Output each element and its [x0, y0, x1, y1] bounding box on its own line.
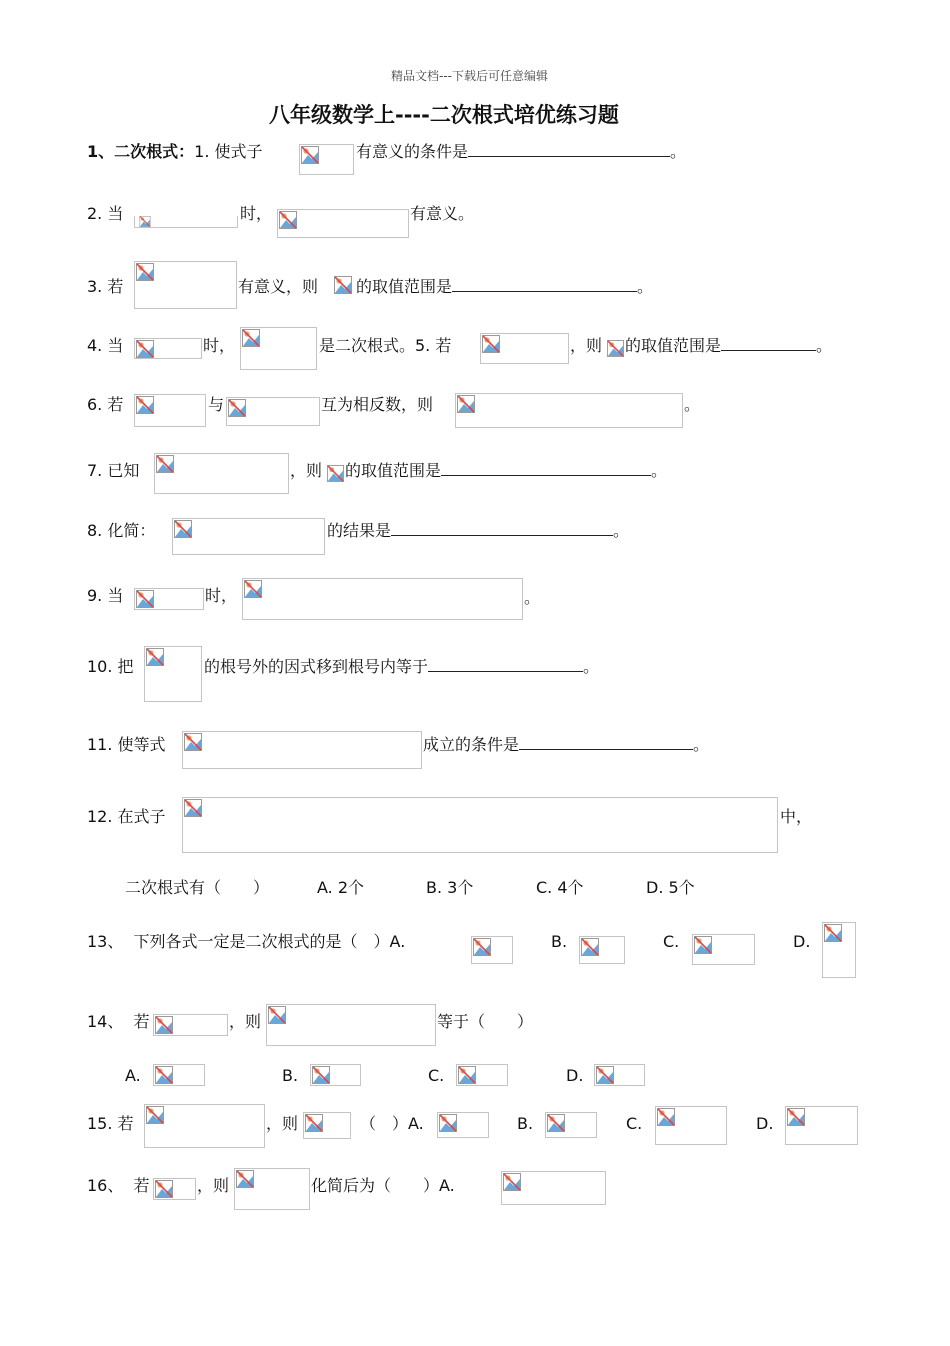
broken-image-icon [174, 520, 192, 538]
formula-image [334, 276, 354, 296]
q14-option-c: C. [428, 1066, 445, 1085]
broken-image-icon [244, 580, 262, 598]
q12-text-b: 中， [780, 807, 813, 826]
broken-image-icon [301, 146, 319, 164]
answer-blank [468, 142, 670, 157]
formula-image [579, 936, 625, 964]
formula-image [822, 922, 856, 978]
formula-image [172, 518, 325, 555]
broken-image-icon [657, 1108, 675, 1126]
answer-blank [441, 461, 651, 476]
q12-option-b: B. 3个 [426, 878, 474, 897]
question-15: 15. 若 [87, 1114, 134, 1133]
q16-text-b: ，则 [197, 1176, 230, 1195]
formula-image [471, 936, 513, 964]
answer-blank [428, 657, 583, 672]
formula-image [134, 394, 206, 427]
broken-image-icon [136, 263, 154, 281]
broken-image-icon [242, 329, 260, 347]
q14-text-c: 等于（ ） [437, 1012, 534, 1031]
formula-image [456, 1064, 508, 1086]
q6-text-c: 互为相反数，则 [321, 395, 434, 414]
broken-image-icon [136, 590, 154, 608]
q10-rest: 的根号外的因式移到根号内等于 。 [204, 657, 600, 676]
broken-image-icon [279, 211, 297, 229]
question-14: 14、 若 [87, 1012, 150, 1031]
broken-image-icon [146, 648, 164, 666]
formula-image [594, 1064, 645, 1086]
formula-image [234, 1168, 310, 1210]
formula-image [327, 465, 345, 483]
broken-image-icon [503, 1173, 521, 1191]
formula-image [240, 327, 317, 370]
q4-text-c: 是二次根式。5. 若 [319, 336, 452, 355]
question-8: 8. 化简： [87, 521, 156, 540]
q1-text: 1. 使式子 [194, 142, 263, 161]
broken-image-icon [439, 1114, 457, 1132]
formula-image [182, 797, 778, 853]
broken-image-icon [482, 335, 500, 353]
section-label: 1、二次根式： [87, 142, 195, 161]
formula-image [266, 1004, 436, 1046]
formula-image [455, 393, 683, 428]
broken-image-icon [184, 799, 202, 817]
question-10: 10. 把 [87, 657, 134, 676]
question-1 [87, 142, 263, 162]
q15-text-b: ，则 [266, 1114, 299, 1133]
q15-option-d: D. [756, 1114, 774, 1133]
formula-image [153, 1178, 196, 1200]
q8-rest: 的结果是 。 [327, 521, 630, 540]
broken-image-icon [236, 1170, 254, 1188]
broken-image-icon [458, 1066, 476, 1084]
q4-text-b: 时， [203, 336, 236, 355]
q15-text-c: （ ）A. [360, 1114, 424, 1133]
broken-image-icon [327, 465, 344, 482]
question-11: 11. 使等式 [87, 735, 166, 754]
q13-option-b: B. [551, 932, 568, 951]
question-2: 2. 当 [87, 204, 124, 223]
q5-rest: 的取值范围是 。 [625, 336, 833, 355]
answer-blank [452, 277, 637, 292]
broken-image-icon [184, 733, 202, 751]
answer-blank [519, 735, 693, 750]
q3-rest: 的取值范围是 。 [356, 277, 654, 296]
formula-image [277, 209, 409, 238]
broken-image-icon [607, 340, 624, 357]
q2-text-c: 有意义。 [410, 204, 475, 223]
q9-end: 。 [524, 588, 541, 607]
q14-text-b: ，则 [229, 1012, 262, 1031]
question-9: 9. 当 [87, 586, 124, 605]
q12-line2: 二次根式有（ ） [125, 878, 270, 897]
q6-end: 。 [684, 395, 701, 414]
q15-option-b: B. [517, 1114, 534, 1133]
broken-image-icon [596, 1066, 614, 1084]
formula-image [144, 1104, 265, 1148]
question-6: 6. 若 [87, 395, 124, 414]
broken-image-icon [228, 399, 246, 417]
broken-image-icon [824, 924, 842, 942]
header-note: 精品文档---下载后可任意编辑 [391, 69, 548, 83]
formula-image [310, 1064, 361, 1086]
question-4: 4. 当 [87, 336, 124, 355]
q7-rest: 的取值范围是 。 [345, 461, 668, 480]
q7-text-b: ，则 [290, 461, 323, 480]
broken-image-icon [694, 936, 712, 954]
formula-image [303, 1112, 351, 1139]
broken-image-icon [136, 216, 154, 227]
question-7: 7. 已知 [87, 461, 140, 480]
q13-option-d: D. [793, 932, 811, 951]
question-16: 16、 若 [87, 1176, 150, 1195]
formula-image [242, 578, 523, 620]
formula-image [226, 397, 320, 426]
formula-image [692, 934, 755, 965]
formula-image [501, 1171, 606, 1205]
q11-rest: 成立的条件是 。 [423, 735, 710, 754]
formula-image [153, 1064, 205, 1086]
formula-image [134, 338, 202, 359]
broken-image-icon [136, 340, 154, 358]
question-3: 3. 若 [87, 277, 124, 296]
broken-image-icon [787, 1108, 805, 1126]
q14-option-d: D. [566, 1066, 584, 1085]
broken-image-icon [136, 396, 154, 414]
q12-option-d: D. 5个 [646, 878, 695, 897]
q14-option-a: A. [125, 1066, 141, 1085]
broken-image-icon [156, 455, 174, 473]
formula-image [154, 453, 289, 494]
formula-image [480, 333, 569, 364]
formula-image [153, 1014, 228, 1036]
q16-text-c: 化简后为（ ）A. [311, 1176, 455, 1195]
formula-image [437, 1112, 489, 1138]
formula-image [134, 261, 237, 309]
q3-text-b: 有意义，则 [238, 277, 319, 296]
broken-image-icon [473, 938, 491, 956]
q12-option-a: A. 2个 [317, 878, 365, 897]
q9-text-b: 时， [205, 586, 238, 605]
question-13: 13、 下列各式一定是二次根式的是（ ）A. [87, 932, 406, 951]
broken-image-icon [457, 395, 475, 413]
broken-image-icon [547, 1114, 565, 1132]
formula-image [182, 731, 422, 769]
q1-rest: 有意义的条件是 。 [356, 142, 687, 161]
broken-image-icon [581, 938, 599, 956]
page-title: 八年级数学上----二次根式培优练习题 [269, 103, 619, 127]
broken-image-icon [155, 1016, 173, 1034]
broken-image-icon [334, 276, 352, 294]
formula-image [545, 1112, 597, 1138]
formula-image [785, 1106, 858, 1145]
q15-option-c: C. [626, 1114, 643, 1133]
formula-image [134, 588, 204, 610]
answer-blank [391, 521, 613, 536]
broken-image-icon [312, 1066, 330, 1084]
q2-text-b: 时， [240, 204, 273, 223]
broken-image-icon [305, 1114, 323, 1132]
formula-image [655, 1106, 727, 1145]
broken-image-icon [155, 1066, 173, 1084]
formula-image [144, 646, 202, 702]
q12-option-c: C. 4个 [536, 878, 584, 897]
broken-image-icon [268, 1006, 286, 1024]
question-12: 12. 在式子 [87, 807, 166, 826]
q6-text-b: 与 [208, 395, 225, 414]
q13-option-c: C. [663, 932, 680, 951]
answer-blank [721, 336, 816, 351]
formula-image [607, 340, 625, 358]
q14-option-b: B. [282, 1066, 299, 1085]
formula-image [134, 216, 238, 228]
broken-image-icon [155, 1180, 173, 1198]
q5-text-e: ，则 [570, 336, 603, 355]
formula-image [299, 144, 354, 175]
broken-image-icon [146, 1106, 164, 1124]
